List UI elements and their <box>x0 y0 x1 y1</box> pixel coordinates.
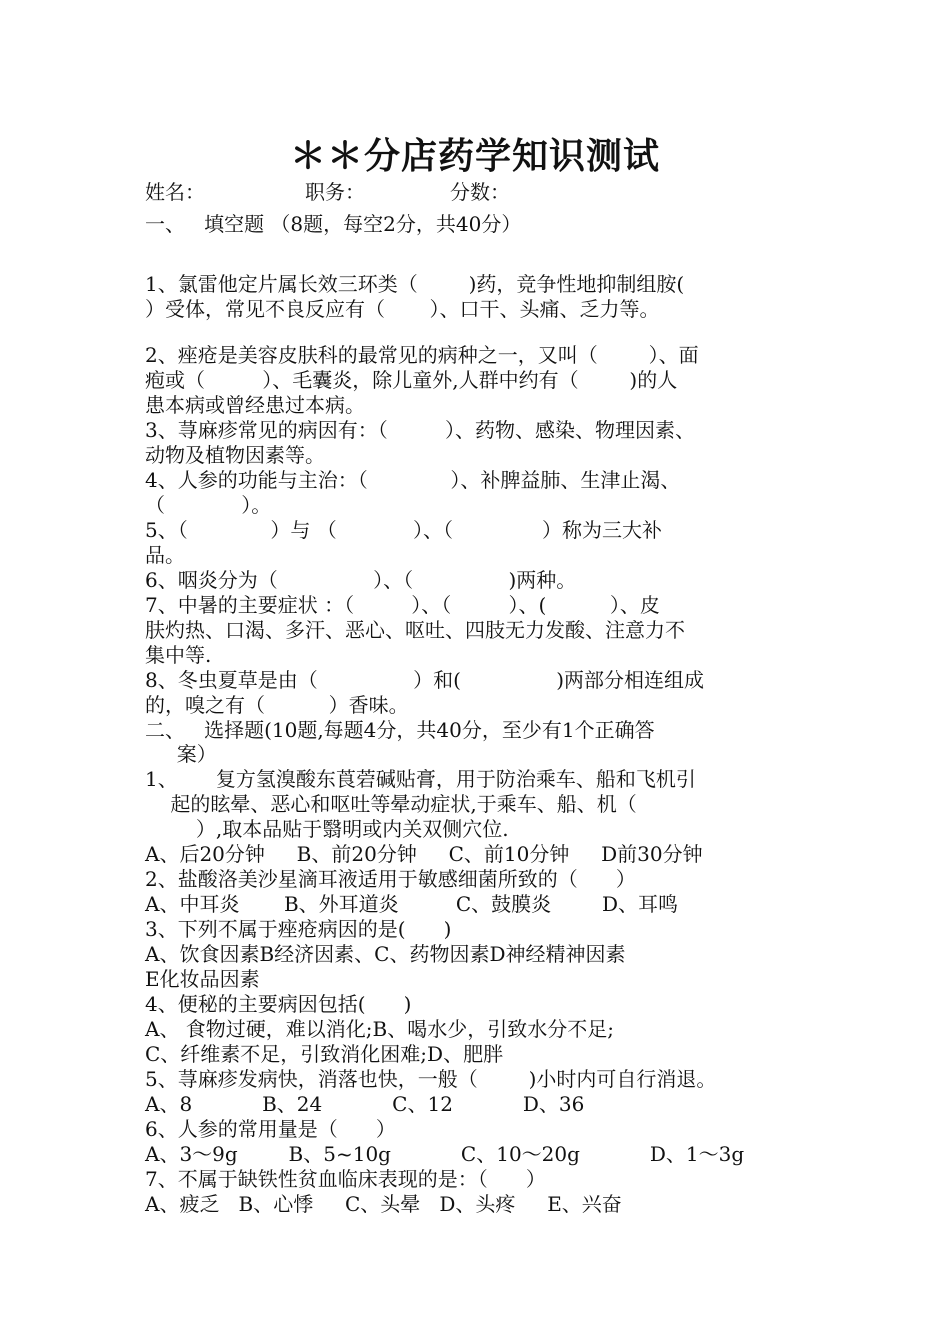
section-heading: 二、 选择题(10题,每题4分，共40分，至少有1个正确答 <box>145 718 655 742</box>
text-line: 1、 复方氢溴酸东莨菪碱贴膏，用于防治乘车、船和飞机引 <box>145 767 696 791</box>
answer-options: A、 食物过硬，难以消化;B、喝水少，引致水分不足; <box>145 1017 614 1041</box>
text-line: 3、荨麻疹常见的病因有：（ ）、药物、感染、物理因素、 <box>145 418 695 442</box>
answer-options: C、纤维素不足，引致消化困难;D、肥胖 <box>145 1042 504 1066</box>
text-line: 7、中暑的主要症状 ：（ ）、（ ）、( ）、皮 <box>145 593 660 617</box>
page-title: ＊＊分店药学知识测试 <box>289 135 660 177</box>
text-line: 1、氯雷他定片属长效三环类（ )药，竞争性地抑制组胺( <box>145 272 685 296</box>
text-line: 肤灼热、口渴、多汗、恶心、呕吐、四肢无力发酸、注意力不 <box>145 618 685 642</box>
answer-options: E化妆品因素 <box>145 967 260 991</box>
position-label: 职务： <box>305 180 365 204</box>
text-line: 3、下列不属于痤疮病因的是( ) <box>145 917 452 941</box>
text-line: 动物及植物因素等。 <box>145 443 325 467</box>
answer-options: A、饮食因素B经济因素、C、药物因素D神经精神因素 <box>145 942 626 966</box>
text-line: 起的眩晕、恶心和呕吐等晕动症状,于乘车、船、机（ <box>145 792 637 816</box>
text-line: 的，嗅之有（ ）香味。 <box>145 693 409 717</box>
text-line: 品。 <box>145 543 185 567</box>
name-label: 姓名： <box>145 180 205 204</box>
text-line: ）受体，常见不良反应有（ ）、口干、头痛、乏力等。 <box>145 297 660 321</box>
answer-options: A、后20分钟 B、前20分钟 C、前10分钟 D前30分钟 <box>145 842 703 866</box>
answer-options: A、中耳炎 B、外耳道炎 C、鼓膜炎 D、耳鸣 <box>145 892 679 916</box>
text-line: 6、人参的常用量是（ ） <box>145 1117 396 1141</box>
answer-options: A、8 B、24 C、12 D、36 <box>145 1092 585 1116</box>
text-line: 5、荨麻疹发病快，消落也快，一般（ )小时内可自行消退。 <box>145 1067 717 1091</box>
text-line: ）,取本品贴于翳明或内关双侧穴位. <box>145 817 509 841</box>
text-line: 2、盐酸洛美沙星滴耳液适用于敏感细菌所致的（ ） <box>145 867 636 891</box>
text-line: 6、咽炎分为（ ）、（ )两种。 <box>145 568 577 592</box>
text-line: 2、痤疮是美容皮肤科的最常见的病种之一，又叫（ ）、面 <box>145 343 699 367</box>
section-heading: 一、 填空题 （8题，每空2分，共40分） <box>145 212 522 236</box>
score-label: 分数： <box>450 180 510 204</box>
text-line: 案） <box>145 742 217 766</box>
text-line: 4、人参的功能与主治：（ ）、补脾益肺、生津止渴、 <box>145 468 681 492</box>
text-line: 疱或（ ）、毛囊炎，除儿童外,人群中约有（ )的人 <box>145 368 678 392</box>
text-line: 4、便秘的主要病因包括( ) <box>145 992 412 1016</box>
text-line: 集中等. <box>145 643 212 667</box>
answer-options: A、3～9g B、5~10g C、10～20g D、1～3g <box>145 1142 745 1166</box>
text-line: 8、冬虫夏草是由（ ）和( )两部分相连组成 <box>145 668 705 692</box>
text-line: （ ）。 <box>145 493 272 517</box>
text-line: 5、（ ）与 （ ）、（ ）称为三大补 <box>145 518 663 542</box>
answer-options: A、疲乏 B、心悸 C、头晕 D、头疼 E、兴奋 <box>145 1192 622 1216</box>
text-line: 7、不属于缺铁性贫血临床表现的是：（ ） <box>145 1167 546 1191</box>
text-line: 患本病或曾经患过本病。 <box>145 393 365 417</box>
